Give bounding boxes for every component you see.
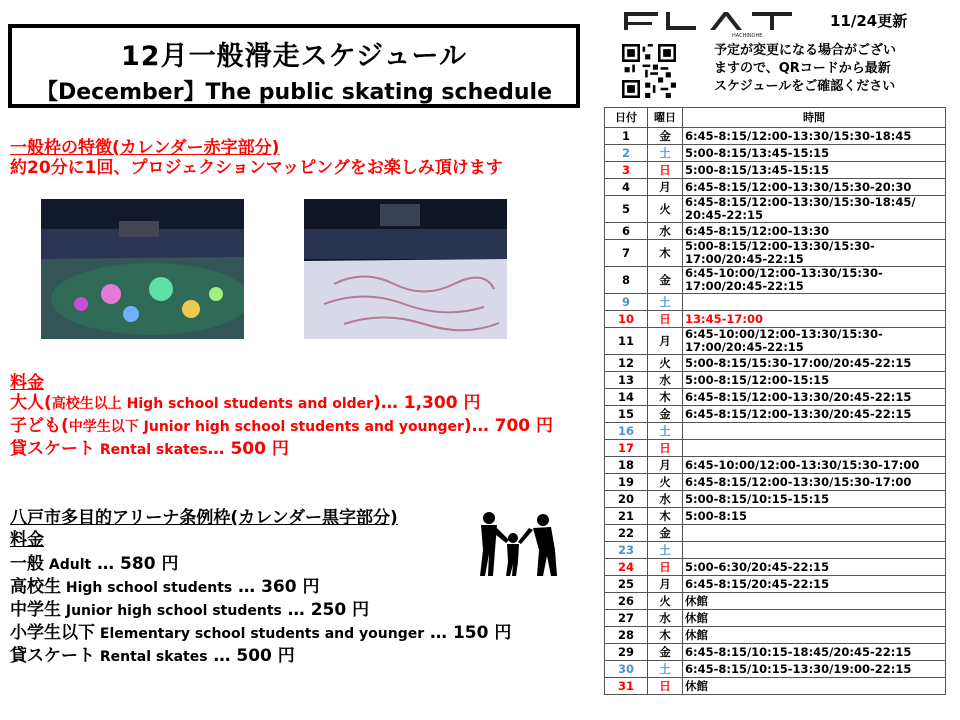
skaters-silhouette-icon — [473, 510, 567, 578]
municipal-fee-title: 料金 — [10, 530, 44, 550]
header-date: 日付 — [605, 108, 648, 128]
schedule-row — [605, 311, 946, 328]
schedule-weekday: 木 — [648, 627, 683, 644]
schedule-time: 6:45-8:15/12:00-13:30/15:30-18:45 — [683, 128, 946, 145]
schedule-row — [605, 389, 946, 406]
schedule-time — [683, 525, 946, 542]
schedule-time: 6:45-8:15/12:00-13:30/15:30-17:00 — [683, 474, 946, 491]
schedule-weekday: 月 — [648, 179, 683, 196]
schedule-weekday: 金 — [648, 406, 683, 423]
schedule-date: 24 — [605, 559, 648, 576]
schedule-time: 休館 — [683, 610, 946, 627]
schedule-weekday: 土 — [648, 294, 683, 311]
general-fee-rental: 貸スケート Rental skates… 500 円 — [10, 439, 289, 459]
schedule-header-row — [605, 108, 946, 128]
municipal-fee-high: 高校生 High school students … 360 円 — [10, 577, 320, 597]
schedule-date: 11 — [605, 328, 648, 355]
svg-text:HACHINOHE: HACHINOHE — [732, 33, 763, 38]
page-title: 12月一般滑走スケジュール — [121, 41, 467, 72]
schedule-row — [605, 423, 946, 440]
schedule-date: 31 — [605, 678, 648, 695]
schedule-row — [605, 440, 946, 457]
schedule-date: 1 — [605, 128, 648, 145]
schedule-date: 13 — [605, 372, 648, 389]
schedule-time: 6:45-8:15/12:00-13:30/20:45-22:15 — [683, 389, 946, 406]
schedule-weekday: 土 — [648, 542, 683, 559]
schedule-date: 29 — [605, 644, 648, 661]
schedule-time: 6:45-10:00/12:00-13:30/15:30- 17:00/20:45-22:15 — [683, 328, 946, 355]
schedule-date: 19 — [605, 474, 648, 491]
schedule-date: 5 — [605, 196, 648, 223]
schedule-date: 3 — [605, 162, 648, 179]
schedule-row — [605, 593, 946, 610]
schedule-time — [683, 294, 946, 311]
title-box — [8, 24, 580, 108]
schedule-weekday: 金 — [648, 525, 683, 542]
general-fee-adult: 大人(高校生以上 High school students and older)… 1,300 円 — [10, 393, 481, 413]
schedule-weekday: 水 — [648, 223, 683, 240]
schedule-time: 6:45-8:15/10:15-18:45/20:45-22:15 — [683, 644, 946, 661]
municipal-fee-junior: 中学生 Junior high school students … 250 円 — [10, 600, 370, 620]
schedule-date: 9 — [605, 294, 648, 311]
schedule-date: 25 — [605, 576, 648, 593]
updated-date: 11/24更新 — [830, 12, 908, 30]
schedule-row — [605, 223, 946, 240]
schedule-row — [605, 162, 946, 179]
schedule-date: 28 — [605, 627, 648, 644]
schedule-weekday: 土 — [648, 423, 683, 440]
schedule-weekday: 水 — [648, 372, 683, 389]
schedule-row — [605, 196, 946, 223]
schedule-row — [605, 294, 946, 311]
schedule-row — [605, 491, 946, 508]
schedule-row — [605, 179, 946, 196]
schedule-body — [605, 128, 946, 695]
schedule-row — [605, 576, 946, 593]
schedule-time: 6:45-8:15/10:15-13:30/19:00-22:15 — [683, 661, 946, 678]
schedule-row — [605, 644, 946, 661]
schedule-time: 5:00-8:15/12:00-13:30/15:30- 17:00/20:45-22:15 — [683, 240, 946, 267]
schedule-date: 27 — [605, 610, 648, 627]
schedule-time: 6:45-8:15/12:00-13:30/20:45-22:15 — [683, 406, 946, 423]
schedule-time — [683, 440, 946, 457]
schedule-date: 21 — [605, 508, 648, 525]
feature-description: 約20分に1回、プロジェクションマッピングをお楽しみ頂けます — [10, 158, 503, 178]
schedule-row — [605, 457, 946, 474]
schedule-weekday: 水 — [648, 491, 683, 508]
schedule-date: 8 — [605, 267, 648, 294]
schedule-date: 18 — [605, 457, 648, 474]
page-subtitle: 【December】The public skating schedule — [35, 80, 553, 105]
schedule-row — [605, 355, 946, 372]
schedule-date: 4 — [605, 179, 648, 196]
schedule-weekday: 土 — [648, 661, 683, 678]
schedule-weekday: 火 — [648, 196, 683, 223]
schedule-time: 6:45-8:15/12:00-13:30/15:30-20:30 — [683, 179, 946, 196]
municipal-fee-elementary: 小学生以下 Elementary school students and younger … 150 円 — [10, 623, 512, 643]
schedule-time — [683, 542, 946, 559]
schedule-table — [604, 107, 946, 695]
schedule-weekday: 水 — [648, 610, 683, 627]
schedule-time: 6:45-10:00/12:00-13:30/15:30- 17:00/20:45-22:15 — [683, 267, 946, 294]
schedule-row — [605, 128, 946, 145]
schedule-time: 6:45-8:15/12:00-13:30/15:30-18:45/ 20:45-22:15 — [683, 196, 946, 223]
schedule-weekday: 金 — [648, 267, 683, 294]
schedule-row — [605, 627, 946, 644]
schedule-row — [605, 145, 946, 162]
schedule-time: 5:00-8:15/12:00-15:15 — [683, 372, 946, 389]
schedule-time: 休館 — [683, 678, 946, 695]
schedule-weekday: 土 — [648, 145, 683, 162]
schedule-row — [605, 508, 946, 525]
schedule-weekday: 月 — [648, 576, 683, 593]
schedule-date: 16 — [605, 423, 648, 440]
schedule-date: 14 — [605, 389, 648, 406]
schedule-date: 20 — [605, 491, 648, 508]
schedule-time: 6:45-8:15/12:00-13:30 — [683, 223, 946, 240]
schedule-time: 5:00-8:15/10:15-15:15 — [683, 491, 946, 508]
schedule-row — [605, 559, 946, 576]
notice-text: 予定が変更になる場合がござい ますので、QRコードから最新 スケジュールをご確認ください — [714, 43, 897, 94]
schedule-row — [605, 267, 946, 294]
general-fee-title: 料金 — [10, 373, 44, 393]
schedule-row — [605, 474, 946, 491]
schedule-weekday: 金 — [648, 128, 683, 145]
feature-title: 一般枠の特徴(カレンダー赤字部分) — [10, 138, 280, 158]
schedule-date: 7 — [605, 240, 648, 267]
schedule-row — [605, 372, 946, 389]
schedule-weekday: 日 — [648, 440, 683, 457]
schedule-weekday: 日 — [648, 678, 683, 695]
schedule-weekday: 木 — [648, 240, 683, 267]
schedule-date: 15 — [605, 406, 648, 423]
flat-logo — [622, 8, 798, 38]
schedule-row — [605, 406, 946, 423]
schedule-time: 5:00-8:15/13:45-15:15 — [683, 162, 946, 179]
schedule-weekday: 木 — [648, 389, 683, 406]
schedule-weekday: 日 — [648, 162, 683, 179]
schedule-row — [605, 525, 946, 542]
schedule-weekday: 日 — [648, 311, 683, 328]
schedule-time: 5:00-8:15/15:30-17:00/20:45-22:15 — [683, 355, 946, 372]
schedule-row — [605, 328, 946, 355]
schedule-weekday: 木 — [648, 508, 683, 525]
schedule-row — [605, 678, 946, 695]
schedule-date: 26 — [605, 593, 648, 610]
general-fee-child: 子ども(中学生以下 Junior high school students and younger)… 700 円 — [10, 416, 554, 436]
schedule-time: 6:45-10:00/12:00-13:30/15:30-17:00 — [683, 457, 946, 474]
rink-photo-right — [304, 199, 507, 339]
schedule-weekday: 火 — [648, 474, 683, 491]
schedule-row — [605, 542, 946, 559]
schedule-date: 12 — [605, 355, 648, 372]
header-weekday: 曜日 — [648, 108, 683, 128]
schedule-date: 6 — [605, 223, 648, 240]
schedule-time: 休館 — [683, 627, 946, 644]
schedule-row — [605, 240, 946, 267]
schedule-date: 17 — [605, 440, 648, 457]
schedule-weekday: 火 — [648, 355, 683, 372]
municipal-fee-adult: 一般 Adult … 580 円 — [10, 554, 179, 574]
schedule-time — [683, 423, 946, 440]
schedule-time: 休館 — [683, 593, 946, 610]
schedule-date: 2 — [605, 145, 648, 162]
municipal-fee-rental: 貸スケート Rental skates … 500 円 — [10, 646, 295, 666]
schedule-time: 6:45-8:15/20:45-22:15 — [683, 576, 946, 593]
schedule-row — [605, 610, 946, 627]
schedule-time: 5:00-6:30/20:45-22:15 — [683, 559, 946, 576]
schedule-weekday: 月 — [648, 328, 683, 355]
schedule-time: 13:45-17:00 — [683, 311, 946, 328]
rink-photo-left — [41, 199, 244, 339]
schedule-date: 10 — [605, 311, 648, 328]
municipal-title: 八戸市多目的アリーナ条例枠(カレンダー黒字部分) — [10, 508, 398, 528]
schedule-date: 23 — [605, 542, 648, 559]
qr-code-icon[interactable] — [622, 44, 676, 98]
schedule-weekday: 金 — [648, 644, 683, 661]
schedule-time: 5:00-8:15 — [683, 508, 946, 525]
schedule-time: 5:00-8:15/13:45-15:15 — [683, 145, 946, 162]
schedule-weekday: 日 — [648, 559, 683, 576]
schedule-date: 30 — [605, 661, 648, 678]
schedule-weekday: 月 — [648, 457, 683, 474]
schedule-weekday: 火 — [648, 593, 683, 610]
schedule-row — [605, 661, 946, 678]
schedule-date: 22 — [605, 525, 648, 542]
header-time: 時間 — [683, 108, 946, 128]
